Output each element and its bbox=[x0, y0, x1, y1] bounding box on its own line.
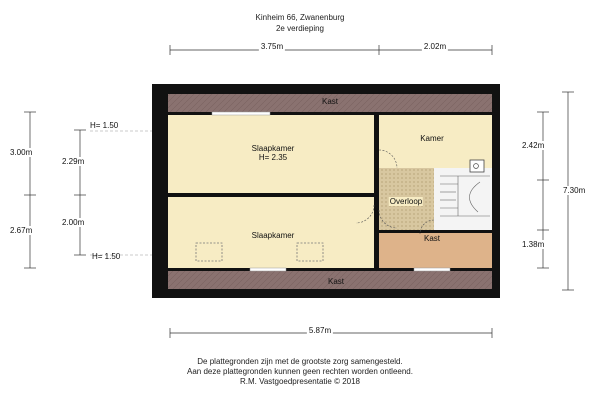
boiler-icon bbox=[470, 160, 484, 172]
label-slaapkamer-1-height: H= 2.35 bbox=[258, 153, 288, 162]
dim-right-total-label: 7.30m bbox=[563, 186, 586, 195]
label-kast-bottom: Kast bbox=[327, 277, 345, 286]
dim-top-left-label: 3.75m bbox=[260, 42, 284, 51]
label-slaapkamer-1: Slaapkamer bbox=[251, 144, 295, 153]
dim-top-right-label: 2.02m bbox=[423, 42, 447, 51]
plan-address: Kinheim 66, Zwanenburg bbox=[255, 13, 345, 22]
label-kast-small: Kast bbox=[423, 234, 441, 243]
plan-floor: 2e verdieping bbox=[275, 24, 325, 33]
dim-inner-upper-label: 2.29m bbox=[62, 157, 85, 166]
dim-right-lower-label: 1.38m bbox=[522, 240, 545, 249]
dim-bottom-label: 5.87m bbox=[308, 326, 332, 335]
label-kast-top: Kast bbox=[321, 97, 339, 106]
dim-left-lower-label: 2.67m bbox=[10, 226, 33, 235]
label-kamer: Kamer bbox=[420, 134, 444, 143]
footer-line-3: R.M. Vastgoedpresentatie © 2018 bbox=[239, 377, 361, 386]
dim-inner-lower-label: 2.00m bbox=[62, 218, 85, 227]
footer-line-1: De plattegronden zijn met de grootste zorg samengesteld. bbox=[197, 357, 403, 366]
dim-left-upper-label: 3.00m bbox=[10, 148, 33, 157]
staircase bbox=[434, 168, 492, 230]
dimension-left bbox=[24, 112, 86, 268]
h-top-label: H= 1.50 bbox=[90, 121, 119, 130]
dim-right-upper-label: 2.42m bbox=[522, 141, 545, 150]
footer-line-2: Aan deze plattegronden kunnen geen rechten worden ontleend. bbox=[187, 367, 413, 376]
label-overloop: Overloop bbox=[389, 197, 423, 206]
h-bottom-label: H= 1.50 bbox=[92, 252, 121, 261]
label-slaapkamer-2: Slaapkamer bbox=[251, 231, 295, 240]
